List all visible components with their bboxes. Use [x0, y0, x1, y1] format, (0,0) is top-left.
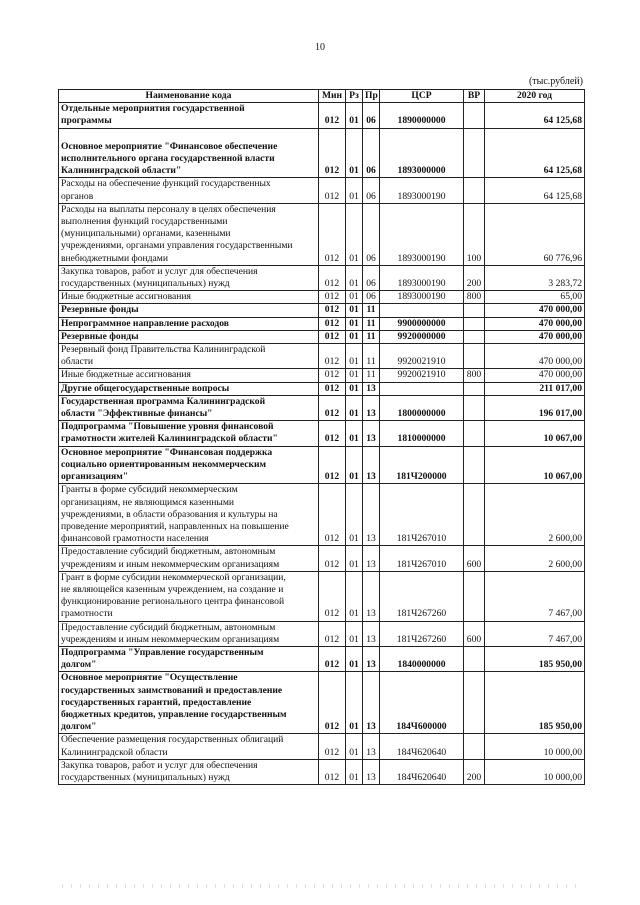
row-amount: 7 467,00 [485, 571, 585, 621]
row-name-text: Иные бюджетные ассигнования [61, 369, 191, 381]
table-row [59, 178, 585, 203]
row-pr: 11 [363, 344, 380, 369]
row-name [59, 178, 319, 203]
row-csr: 9920000000 [380, 330, 464, 343]
row-csr: 1893000190 [380, 265, 464, 290]
row-amount: 7 467,00 [485, 621, 585, 646]
row-name-text: Резервный фонд Правительства Калининградской области [61, 344, 266, 368]
row-name [59, 546, 319, 571]
row-name-text: Закупка товаров, работ и услуг для обеспечения государственных (муниципальных) нужд [61, 265, 258, 290]
table-row [59, 317, 585, 330]
table-row [59, 421, 585, 446]
table-row [59, 571, 585, 621]
row-name-text: Иные бюджетные ассигнования [61, 291, 191, 303]
table-row [59, 203, 585, 265]
row-name-text: Государственная программа Калининградской области "Эффективные финансы" [61, 395, 266, 420]
row-min: 012 [319, 621, 346, 646]
row-name [59, 330, 319, 343]
table-row [59, 646, 585, 671]
table-row [59, 369, 585, 382]
row-min: 012 [319, 734, 346, 759]
row-csr: 1810000000 [380, 421, 464, 446]
row-csr: 1893000000 [380, 128, 464, 178]
row-amount: 211 017,00 [485, 382, 585, 395]
row-vr [464, 128, 485, 178]
row-pr: 13 [363, 672, 380, 734]
row-name [59, 395, 319, 420]
row-vr [464, 646, 485, 671]
table-row [59, 546, 585, 571]
row-pr: 06 [363, 265, 380, 290]
row-rz: 01 [346, 421, 363, 446]
row-min: 012 [319, 759, 346, 784]
header-csr: ЦСР [380, 90, 464, 103]
row-vr [464, 317, 485, 330]
row-vr [464, 421, 485, 446]
row-pr: 13 [363, 621, 380, 646]
row-amount: 64 125,68 [485, 178, 585, 203]
row-name-text: Грант в форме субсидии некоммерческой организации, не являющейся казенным учреждением, на создание и функционирование регионального центра финансовой грамотности [61, 571, 286, 620]
row-pr: 06 [363, 178, 380, 203]
row-csr: 181Ч267010 [380, 546, 464, 571]
row-vr [464, 672, 485, 734]
row-pr: 13 [363, 571, 380, 621]
row-pr: 11 [363, 369, 380, 382]
row-name-text: Предоставление субсидий бюджетным, автономным учреждениям и иным некоммерческим организациям [61, 621, 280, 645]
table-header [59, 90, 585, 103]
row-rz: 01 [346, 446, 363, 484]
row-pr: 06 [363, 128, 380, 178]
row-name [59, 759, 319, 784]
table-body [59, 103, 585, 785]
row-vr [464, 446, 485, 484]
row-name [59, 734, 319, 759]
row-name-text: Резервные фонды [61, 330, 139, 342]
header-name: Наименование кода [59, 90, 319, 103]
row-vr [464, 330, 485, 343]
row-vr [464, 484, 485, 546]
row-csr: 184Ч620640 [380, 759, 464, 784]
row-name-text: Основное мероприятие "Финансовое обеспечение исполнительного органа государственной власти Калининградской области" [61, 140, 278, 177]
row-name [59, 103, 319, 128]
row-amount: 3 283,72 [485, 265, 585, 290]
row-pr: 06 [363, 103, 380, 128]
row-csr: 1893000190 [380, 291, 464, 304]
row-csr: 9900000000 [380, 317, 464, 330]
row-vr [464, 344, 485, 369]
row-csr: 9920021910 [380, 344, 464, 369]
row-amount: 10 067,00 [485, 446, 585, 484]
row-vr [464, 395, 485, 420]
row-vr: 800 [464, 369, 485, 382]
row-min: 012 [319, 421, 346, 446]
row-rz: 01 [346, 621, 363, 646]
page-number: 10 [315, 42, 325, 53]
row-name [59, 317, 319, 330]
row-name-text: Непрограммное направление расходов [61, 317, 229, 329]
row-rz: 01 [346, 646, 363, 671]
row-pr: 11 [363, 317, 380, 330]
table-row [59, 446, 585, 484]
row-name [59, 265, 319, 290]
row-rz: 01 [346, 759, 363, 784]
row-name-text: Обеспечение размещения государственных облигаций Калининградской области [61, 734, 284, 758]
row-csr: 1893000190 [380, 178, 464, 203]
row-csr: 181Ч200000 [380, 446, 464, 484]
row-amount: 60 776,96 [485, 203, 585, 265]
row-name [59, 646, 319, 671]
row-min: 012 [319, 128, 346, 178]
header-min: Мин [319, 90, 346, 103]
row-name-text: Подпрограмма "Управление государственным долгом" [61, 646, 264, 671]
table-row [59, 759, 585, 784]
row-name-text: Гранты в форме субсидий некоммерческим организациям, не являющимся казенными учреждениями, в области образования и культуры на проведение мероприятий, направленных на повышение финансовой грамотности населения [61, 484, 289, 545]
row-name-text: Отдельные мероприятия государственной программы [61, 103, 245, 127]
row-amount: 470 000,00 [485, 330, 585, 343]
row-rz: 01 [346, 484, 363, 546]
row-rz: 01 [346, 734, 363, 759]
row-name-text: Расходы на выплаты персоналу в целях обеспечения выполнения функций государственными (муниципальными) органами, казенными учреждениями, органами управления государственными внебюджетными фондами [61, 203, 293, 264]
table-row [59, 304, 585, 317]
row-name [59, 304, 319, 317]
row-min: 012 [319, 395, 346, 420]
row-name-text: Предоставление субсидий бюджетным, автономным учреждениям и иным некоммерческим организациям [61, 546, 280, 570]
row-min: 012 [319, 344, 346, 369]
row-amount: 185 950,00 [485, 672, 585, 734]
row-name [59, 484, 319, 546]
scan-artifact [62, 884, 582, 888]
row-rz: 01 [346, 291, 363, 304]
row-amount: 470 000,00 [485, 317, 585, 330]
row-csr: 184Ч620640 [380, 734, 464, 759]
row-vr: 200 [464, 759, 485, 784]
row-name [59, 672, 319, 734]
row-csr: 184Ч600000 [380, 672, 464, 734]
header-pr: Пр [363, 90, 380, 103]
row-min: 012 [319, 382, 346, 395]
row-min: 012 [319, 646, 346, 671]
row-min: 012 [319, 265, 346, 290]
row-csr: 181Ч267010 [380, 484, 464, 546]
row-vr: 600 [464, 621, 485, 646]
row-vr [464, 103, 485, 128]
row-rz: 01 [346, 369, 363, 382]
row-amount: 470 000,00 [485, 304, 585, 317]
row-name [59, 621, 319, 646]
row-pr: 13 [363, 382, 380, 395]
table-row [59, 291, 585, 304]
row-name [59, 421, 319, 446]
row-csr: 1890000000 [380, 103, 464, 128]
row-pr: 13 [363, 759, 380, 784]
row-csr: 181Ч267260 [380, 571, 464, 621]
table-row [59, 672, 585, 734]
row-rz: 01 [346, 672, 363, 734]
row-name [59, 382, 319, 395]
row-min: 012 [319, 304, 346, 317]
row-pr: 06 [363, 291, 380, 304]
row-name-text: Расходы на обеспечение функций государственных органов [61, 178, 271, 202]
row-amount: 65,00 [485, 291, 585, 304]
row-min: 012 [319, 291, 346, 304]
table-row [59, 382, 585, 395]
row-rz: 01 [346, 317, 363, 330]
row-csr [380, 304, 464, 317]
row-name [59, 369, 319, 382]
row-amount: 185 950,00 [485, 646, 585, 671]
row-name [59, 291, 319, 304]
row-rz: 01 [346, 344, 363, 369]
table-row [59, 395, 585, 420]
row-amount: 10 067,00 [485, 421, 585, 446]
row-name [59, 344, 319, 369]
row-amount: 2 600,00 [485, 546, 585, 571]
row-rz: 01 [346, 546, 363, 571]
row-pr: 13 [363, 446, 380, 484]
row-min: 012 [319, 672, 346, 734]
row-name-text: Основное мероприятие "Осуществление государственных заимствований и предоставление государственных гарантий, предоставление бюджетных кредитов, управление государственным долгом" [61, 672, 287, 733]
row-vr [464, 178, 485, 203]
table-row [59, 103, 585, 128]
row-pr: 13 [363, 646, 380, 671]
row-vr: 600 [464, 546, 485, 571]
row-amount: 470 000,00 [485, 369, 585, 382]
row-min: 012 [319, 330, 346, 343]
row-vr: 800 [464, 291, 485, 304]
row-csr: 1840000000 [380, 646, 464, 671]
row-min: 012 [319, 203, 346, 265]
row-csr: 1800000000 [380, 395, 464, 420]
row-csr [380, 382, 464, 395]
table-row [59, 484, 585, 546]
row-vr [464, 571, 485, 621]
row-amount: 64 125,68 [485, 103, 585, 128]
row-pr: 13 [363, 734, 380, 759]
row-rz: 01 [346, 103, 363, 128]
budget-table [58, 89, 585, 785]
header-year: 2020 год [485, 90, 585, 103]
table-row [59, 344, 585, 369]
header-rz: Рз [346, 90, 363, 103]
row-csr: 1893000190 [380, 203, 464, 265]
table-row [59, 128, 585, 178]
table-row [59, 265, 585, 290]
row-pr: 13 [363, 546, 380, 571]
row-amount: 10 000,00 [485, 734, 585, 759]
row-amount: 2 600,00 [485, 484, 585, 546]
row-min: 012 [319, 546, 346, 571]
row-rz: 01 [346, 128, 363, 178]
row-rz: 01 [346, 395, 363, 420]
row-amount: 196 017,00 [485, 395, 585, 420]
row-min: 012 [319, 484, 346, 546]
row-name-text: Резервные фонды [61, 304, 139, 316]
table-row [59, 330, 585, 343]
row-name [59, 203, 319, 265]
row-name [59, 571, 319, 621]
row-name [59, 128, 319, 178]
row-amount: 10 000,00 [485, 759, 585, 784]
table-row [59, 621, 585, 646]
row-min: 012 [319, 446, 346, 484]
row-min: 012 [319, 178, 346, 203]
row-min: 012 [319, 103, 346, 128]
row-min: 012 [319, 317, 346, 330]
row-vr: 200 [464, 265, 485, 290]
row-pr: 13 [363, 395, 380, 420]
row-rz: 01 [346, 203, 363, 265]
row-vr: 100 [464, 203, 485, 265]
header-vr: ВР [464, 90, 485, 103]
row-name-text: Основное мероприятие "Финансовая поддержка социально ориентированным некоммерческим организациям" [61, 446, 273, 483]
row-pr: 11 [363, 330, 380, 343]
units-label: (тыс.рублей) [528, 76, 583, 87]
row-rz: 01 [346, 304, 363, 317]
row-pr: 13 [363, 421, 380, 446]
row-rz: 01 [346, 178, 363, 203]
row-rz: 01 [346, 571, 363, 621]
row-csr: 181Ч267260 [380, 621, 464, 646]
row-pr: 13 [363, 484, 380, 546]
row-name-text: Закупка товаров, работ и услуг для обеспечения государственных (муниципальных) нужд [61, 759, 258, 783]
row-name-text: Подпрограмма "Повышение уровня финансовой грамотности жителей Калининградской области" [61, 421, 278, 445]
row-vr [464, 382, 485, 395]
row-name-text: Другие общегосударственные вопросы [61, 382, 230, 394]
row-csr: 9920021910 [380, 369, 464, 382]
row-rz: 01 [346, 330, 363, 343]
row-name [59, 446, 319, 484]
row-min: 012 [319, 369, 346, 382]
row-pr: 11 [363, 304, 380, 317]
row-rz: 01 [346, 265, 363, 290]
row-pr: 06 [363, 203, 380, 265]
row-amount: 64 125,68 [485, 128, 585, 178]
row-vr [464, 734, 485, 759]
table-row [59, 734, 585, 759]
row-amount: 470 000,00 [485, 344, 585, 369]
row-rz: 01 [346, 382, 363, 395]
row-min: 012 [319, 571, 346, 621]
row-vr [464, 304, 485, 317]
